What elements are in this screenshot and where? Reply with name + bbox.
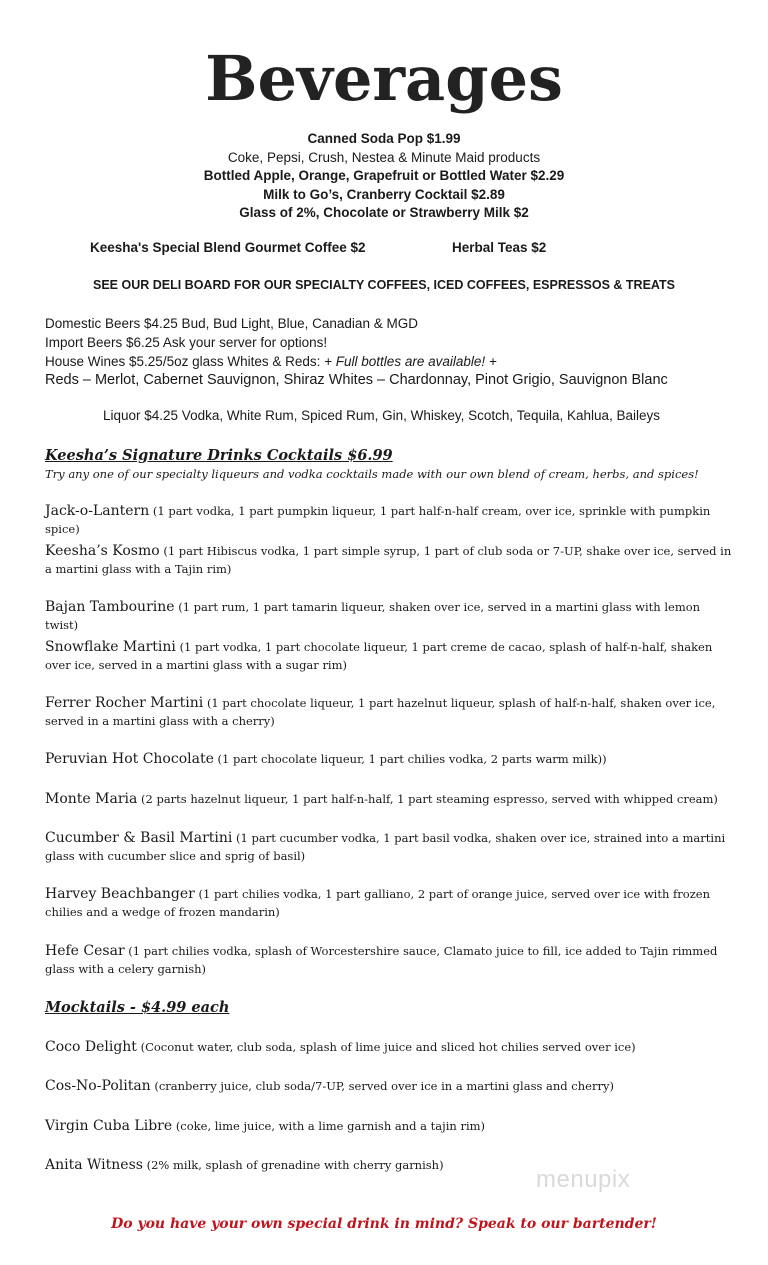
beer-wine-block [45,315,668,390]
drink-item [45,791,735,809]
soft-drink-line: Bottled Apple, Orange, Grapefruit or Bottled Water $2.29 [203,168,565,183]
mocktail-item [45,1118,735,1136]
page-title: Beverages [205,42,563,115]
drink-desc: (1 part chilies vodka, splash of Worcestershire sauce, Clamato juice to fill, ice added to Tajin rimmed glass with a celery garnish) [45,944,718,976]
signature-subtitle: Try any one of our specialty liqueurs and vodka cocktails made with our own blend of cream, herbs, and spices! [45,467,699,481]
drink-desc: (1 part cucumber vodka, 1 part basil vodka, shaken over ice, strained into a martini glass with cucumber slice and sprig of basil) [45,831,726,863]
drink-desc: (1 part rum, 1 part tamarin liqueur, shaken over ice, served in a martini glass with lemon twist) [45,600,701,632]
drink-name: Peruvian Hot Chocolate [45,751,214,767]
drink-item [45,886,735,921]
drink-desc: (1 part chilies vodka, 1 part galliano, 2 part of orange juice, served over ice with frozen chilies and a wedge of frozen mandarin) [45,887,710,919]
drink-desc: (2 parts hazelnut liqueur, 1 part half-n-half, 1 part steaming espresso, served with whipped cream) [141,792,718,806]
drink-name: Jack-o-Lantern [45,503,150,519]
drink-name: Snowflake Martini [45,639,176,655]
drink-name: Hefe Cesar [45,943,125,959]
drink-name: Keesha’s Kosmo [45,543,160,559]
full-bottles-note: + Full bottles are available! + [324,353,497,369]
mocktail-item [45,1157,735,1175]
drink-name: Ferrer Rocher Martini [45,695,204,711]
drink-desc: (1 part chocolate liqueur, 1 part hazelnut liqueur, splash of half-n-half, shaken over ice, served in a martini glass with a cherry) [45,696,716,728]
drink-desc: (Coconut water, club soda, splash of lime juice and sliced hot chilies served over ice) [140,1040,636,1054]
drink-name: Bajan Tambourine [45,599,175,615]
drink-name: Cucumber & Basil Martini [45,830,233,846]
drink-desc: (cranberry juice, club soda/7-UP, served over ice in a martini glass and cherry) [154,1079,614,1093]
drink-item [45,830,735,865]
drink-desc: (1 part Hibiscus vodka, 1 part simple syrup, 1 part of club soda or 7-UP, shake over ice, served in a martini glass with a Tajin rim) [45,544,732,576]
drink-item [45,751,735,769]
drink-item [45,599,735,634]
drink-item [45,943,735,978]
soft-drink-line: Milk to Go’s, Cranberry Cocktail $2.89 [263,186,505,202]
drink-name: Anita Witness [45,1157,143,1173]
drink-desc: (1 part vodka, 1 part pumpkin liqueur, 1 part half-n-half cream, over ice, sprinkle with pumpkin spice) [45,504,711,536]
drink-name: Coco Delight [45,1039,137,1055]
coffee-item: Keesha's Special Blend Gourmet Coffee $2 [90,240,366,255]
deli-notice: SEE OUR DELI BOARD FOR OUR SPECIALTY COFFEES, ICED COFFEES, ESPRESSOS & TREATS [92,278,675,292]
drink-item [45,695,735,730]
mocktail-item [45,1039,735,1057]
soft-drink-line: Coke, Pepsi, Crush, Nestea & Minute Maid products [227,149,541,165]
domestic-beers: Domestic Beers $4.25 Bud, Bud Light, Blue, Canadian & MGD [45,316,418,331]
signature-heading: Keesha’s Signature Drinks Cocktails $6.99 [45,447,393,464]
mocktails-heading: Mocktails - $4.99 each [45,999,230,1016]
liquor-line: Liquor $4.25 Vodka, White Rum, Spiced Rum, Gin, Whiskey, Scotch, Tequila, Kahlua, Baileys [103,408,661,423]
drink-name: Cos-No-Politan [45,1078,151,1094]
drink-name: Monte Maria [45,791,138,807]
wine-varieties: Reds – Merlot, Cabernet Sauvignon, Shiraz Whites – Chardonnay, Pinot Grigio, Sauvignon Blanc [45,372,668,389]
drink-item [45,503,735,538]
mocktail-item [45,1078,735,1096]
soft-drink-line: Glass of 2%, Chocolate or Strawberry Milk $2 [239,205,529,220]
tea-item: Herbal Teas $2 [452,240,547,255]
import-beers: Import Beers $6.25 Ask your server for options! [45,334,328,350]
soft-drinks-list [0,130,768,223]
drink-name: Harvey Beachbanger [45,886,195,902]
footer-note: Do you have your own special drink in mind? Speak to our bartender! [111,1216,657,1232]
drink-item [45,543,735,578]
house-wines-label: House Wines $5.25/5oz glass Whites & Reds: [45,353,321,369]
drink-desc: (1 part vodka, 1 part chocolate liqueur, 1 part creme de cacao, splash of half-n-half, shaken over ice, served in a martini glass with a sugar rim) [45,640,713,672]
drink-desc: (2% milk, splash of grenadine with cherry garnish) [146,1158,444,1172]
drink-item [45,639,735,674]
drink-name: Virgin Cuba Libre [45,1118,173,1134]
drink-desc: (coke, lime juice, with a lime garnish and a tajin rim) [175,1119,486,1133]
menupix-watermark: menupix [536,1166,631,1193]
soft-drink-line: Canned Soda Pop $1.99 [307,131,461,146]
drink-desc: (1 part chocolate liqueur, 1 part chilies vodka, 2 parts warm milk)) [217,752,607,766]
house-wines [45,353,668,372]
